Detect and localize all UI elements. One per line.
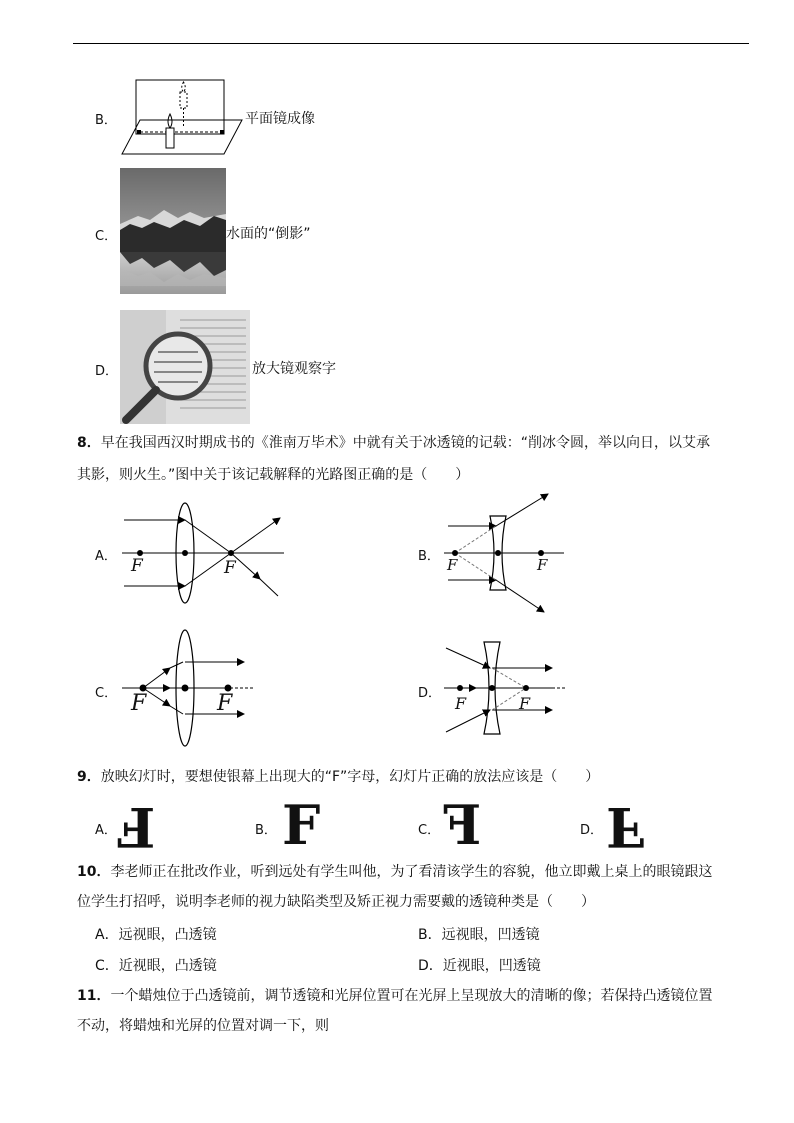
q10-text-line1: 李老师正在批改作业，听到远处有学生叫他，为了看清该学生的容貌，他立即戴上桌上的眼镜跟这 <box>110 864 713 880</box>
q9-option-d-glyph: F <box>606 795 645 859</box>
q9-option-a-letter: A． <box>95 823 117 838</box>
q8-c-focus-left: F <box>131 691 147 716</box>
q8-c-focus-right: F <box>217 691 233 716</box>
q7-option-d-caption: 放大镜观察字 <box>252 361 336 377</box>
q7-option-c-letter: C． <box>95 229 118 244</box>
q10-option-b: B．远视眼，凹透镜 <box>418 927 540 943</box>
q8-diagram-c-convex-lens <box>118 626 260 750</box>
magnifier-photo <box>120 310 250 424</box>
q8-line1 <box>77 433 710 453</box>
q8-b-focus-right: F <box>537 556 548 574</box>
q10-option-c: C．近视眼，凸透镜 <box>95 958 217 974</box>
q9-option-c-glyph: F <box>443 793 482 857</box>
q8-option-a-letter: A． <box>95 549 117 564</box>
header-rule <box>73 43 749 44</box>
q9-option-b-letter: B． <box>255 823 277 838</box>
plane-mirror-diagram <box>118 78 248 158</box>
q7-option-b-caption: 平面镜成像 <box>245 111 315 127</box>
q9-option-d-letter: D． <box>580 823 604 838</box>
q8-option-c-letter: C． <box>95 686 118 701</box>
q9-text: 放映幻灯时，要想使银幕上出现大的“F”字母，幻灯片正确的放法应该是（ ） <box>100 769 600 785</box>
q8-line2: 其影，则火生。”图中关于该记载解释的光路图正确的是（ ） <box>77 467 470 483</box>
q8-diagram-b-concave-lens <box>440 490 570 616</box>
q7-option-c-caption: 水面的“倒影” <box>226 226 311 242</box>
q8-number: 8． <box>77 435 101 451</box>
q7-option-b-letter: B． <box>95 113 117 128</box>
q9-option-c-letter: C． <box>418 823 441 838</box>
q8-text-line1: 早在我国西汉时期成书的《淮南万毕术》中就有关于冰透镜的记载：“削冰令圆，举以向日，以艾承 <box>100 435 711 451</box>
q10-option-a: A．远视眼，凸透镜 <box>95 927 217 943</box>
q10-option-d: D．近视眼，凹透镜 <box>418 958 541 974</box>
q9-number: 9． <box>77 769 101 785</box>
q8-d-focus-left: F <box>455 694 467 713</box>
q11-text-line1: 一个蜡烛位于凸透镜前，调节透镜和光屏位置可在光屏上呈现放大的清晰的像；若保持凸透镜位置 <box>110 988 713 1004</box>
q11-line1 <box>77 986 712 1006</box>
q10-line2: 位学生打招呼，说明李老师的视力缺陷类型及矫正视力需要戴的透镜种类是（ ） <box>77 894 595 910</box>
q8-diagram-a-convex-lens <box>118 498 288 608</box>
q10-line1 <box>77 862 712 882</box>
lake-reflection-photo <box>120 168 226 294</box>
q11-line2: 不动，将蜡烛和光屏的位置对调一下，则 <box>77 1018 329 1034</box>
q8-a-focus-right: F <box>224 558 236 578</box>
q8-option-d-letter: D． <box>418 686 442 701</box>
q9-line <box>77 767 599 787</box>
q8-a-focus-left: F <box>131 556 143 576</box>
q11-number: 11． <box>77 988 111 1004</box>
q9-option-a-glyph: F <box>117 795 156 859</box>
q8-b-focus-left: F <box>447 556 458 574</box>
q8-diagram-d-concave-lens <box>440 636 572 740</box>
q8-d-focus-right: F <box>519 694 531 713</box>
q10-number: 10． <box>77 864 111 880</box>
q7-option-d-letter: D． <box>95 364 119 379</box>
q9-option-b-glyph: F <box>282 793 321 857</box>
q8-option-b-letter: B． <box>418 549 440 564</box>
